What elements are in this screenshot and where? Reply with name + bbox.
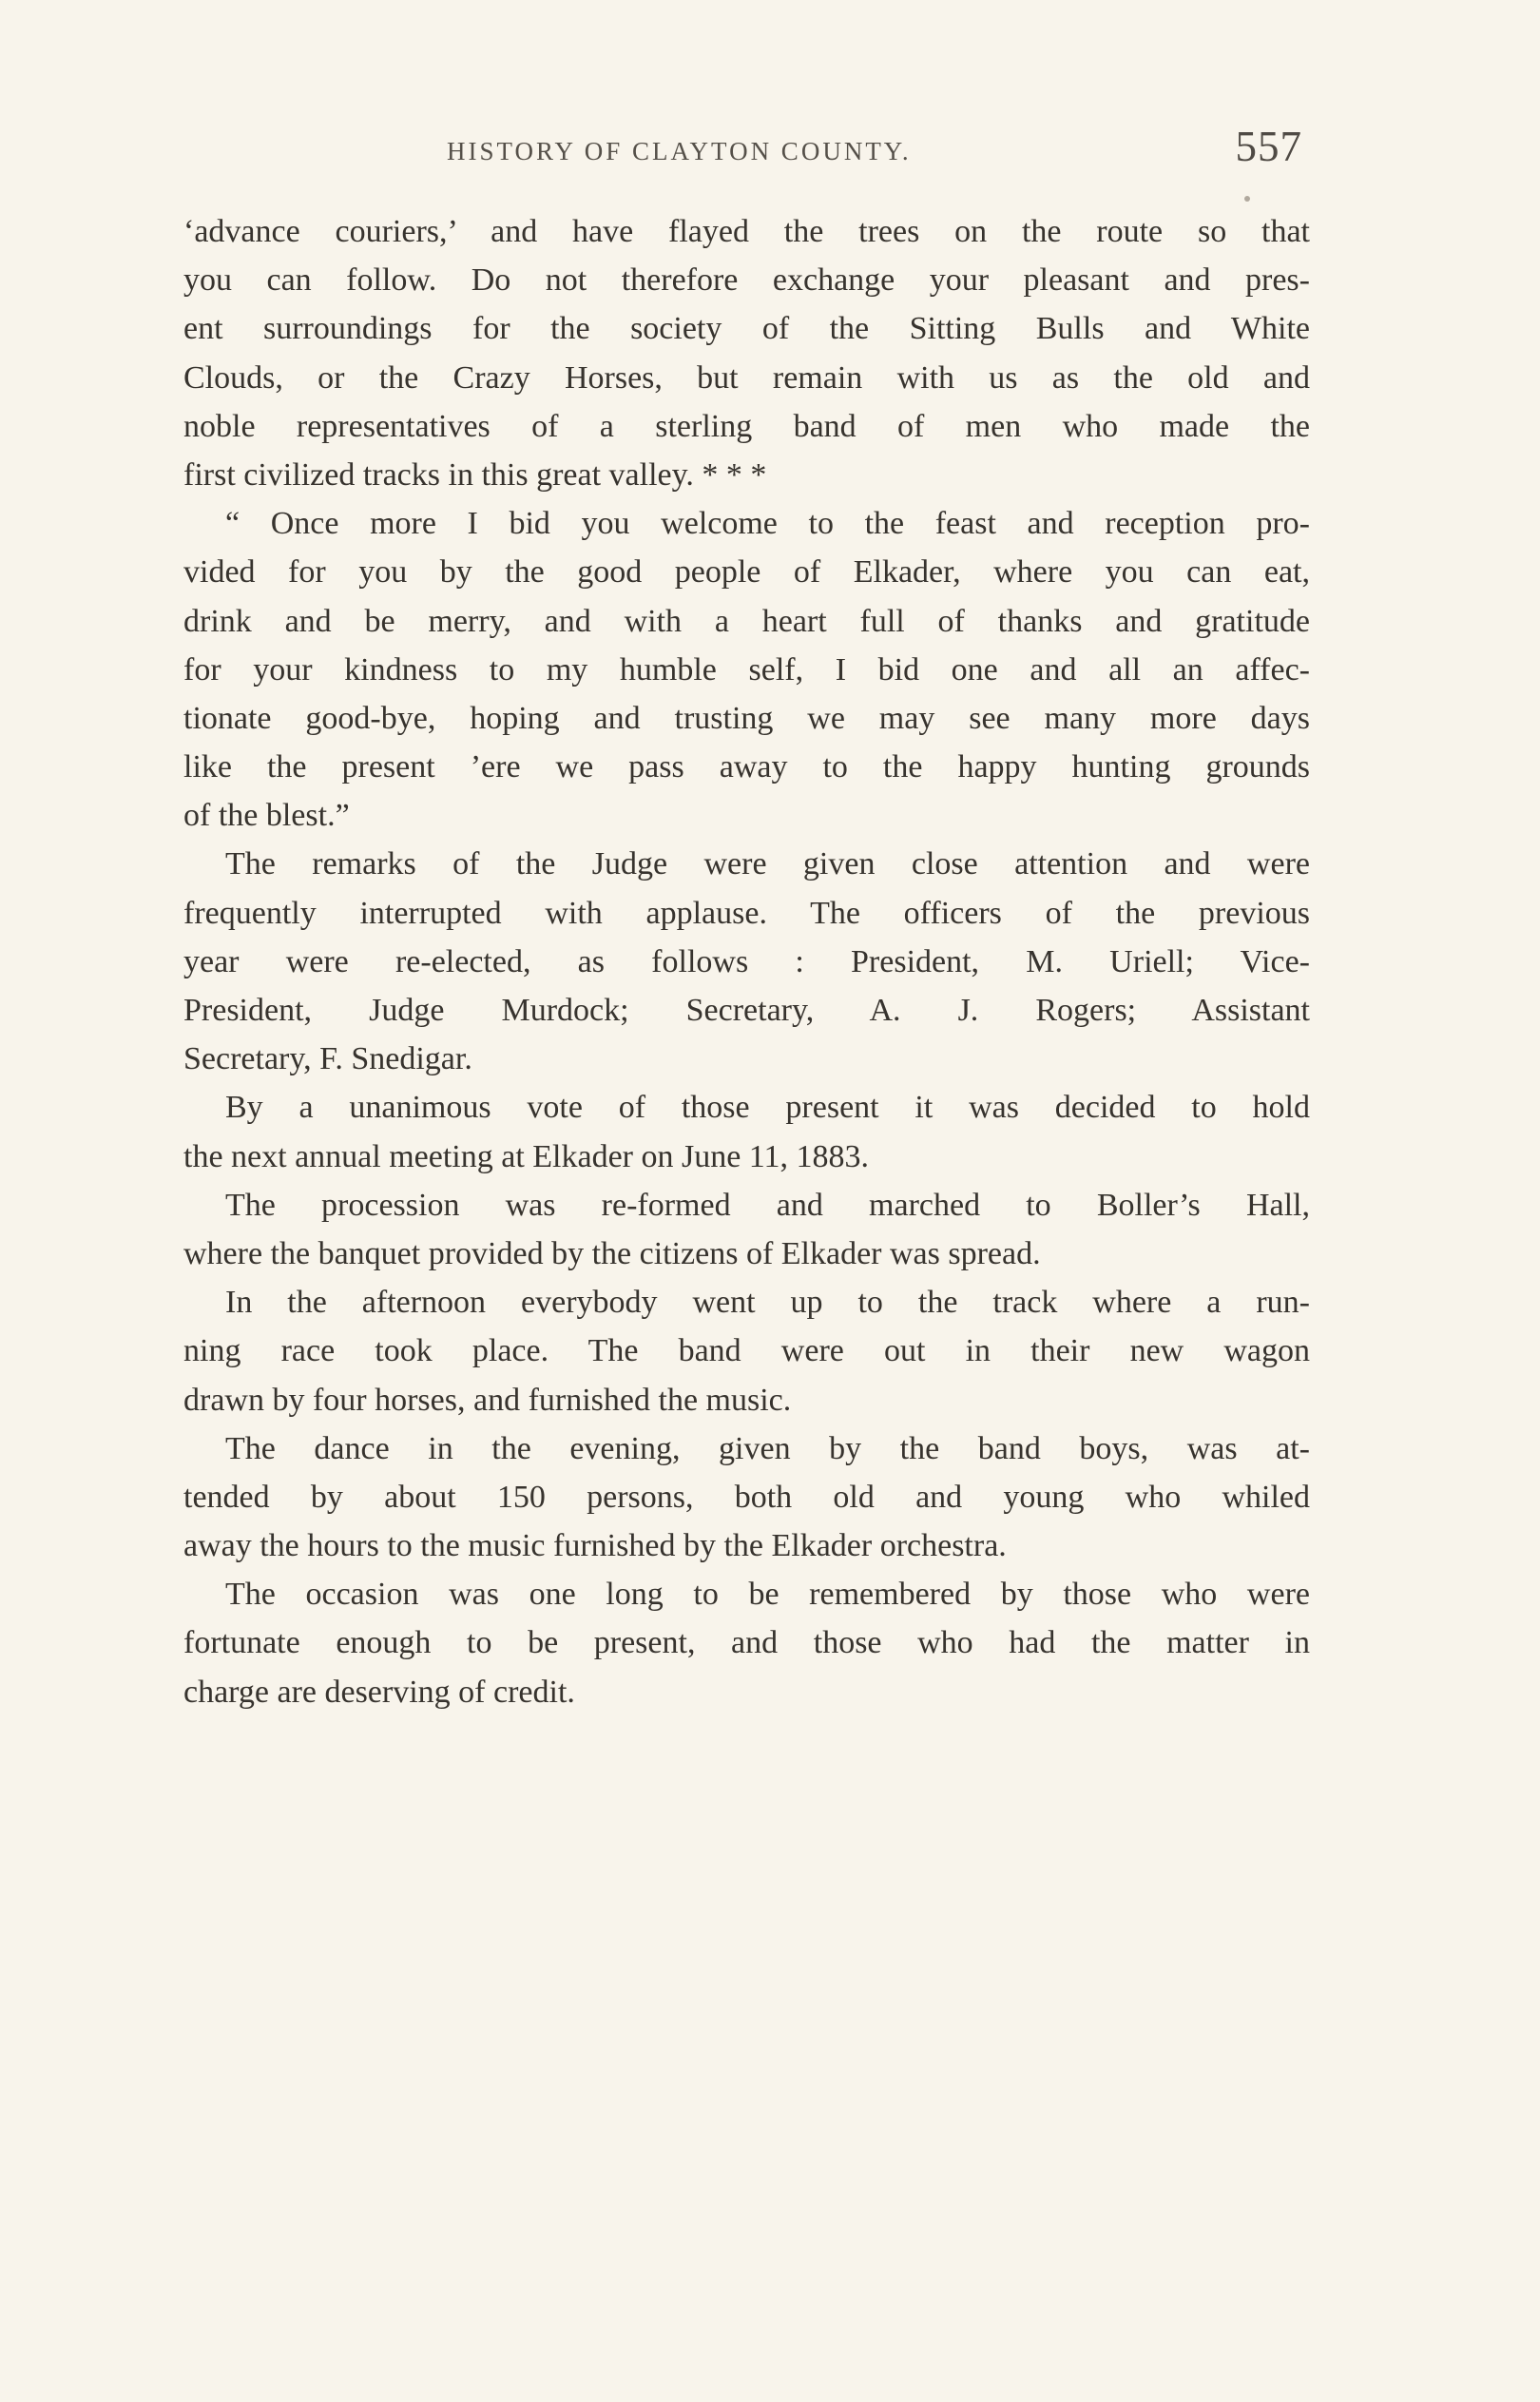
text-line: drawn by four horses, and furnished the music. (183, 1382, 792, 1418)
text-line: ‘advance couriers,’ and have flayed the trees on the route so that (183, 214, 1310, 249)
text-line: The remarks of the Judge were given close attention and were (225, 846, 1310, 882)
text-line: Secretary, F. Snedigar. (183, 1041, 472, 1077)
text-line: tionate good-bye, hoping and trusting we may see many more days (183, 700, 1310, 736)
text-line: In the afternoon everybody went up to the track where a run- (225, 1285, 1310, 1321)
text-line: The occasion was one long to be remembered by those who were (225, 1577, 1310, 1613)
text-line: away the hours to the music furnished by the Elkader orchestra. (183, 1528, 1007, 1564)
text-line: fortunate enough to be present, and those who had the matter in (183, 1625, 1310, 1661)
text-line: The dance in the evening, given by the band boys, was at- (225, 1430, 1310, 1466)
text-line: vided for you by the good people of Elkader, where you can eat, (183, 554, 1310, 591)
body-text (183, 207, 1310, 1716)
text-line: for your kindness to my humble self, I bid one and all an affec- (183, 651, 1310, 688)
text-line: President, Judge Murdock; Secretary, A. J. Rogers; Assistant (183, 993, 1310, 1028)
print-speck (1244, 196, 1250, 202)
text-line: the next annual meeting at Elkader on June 11, 1883. (183, 1138, 870, 1174)
text-line: The procession was re-formed and marched to Boller’s Hall, (225, 1187, 1310, 1223)
text-line: you can follow. Do not therefore exchange your pleasant and pres- (183, 262, 1310, 299)
text-line: tended by about 150 persons, both old and young who whiled (183, 1479, 1310, 1515)
text-line: ning race took place. The band were out in their new wagon (183, 1333, 1310, 1369)
text-line: By a unanimous vote of those present it was decided to hold (225, 1090, 1310, 1126)
text-line: of the blest.” (183, 798, 350, 834)
text-line: “ Once more I bid you welcome to the feast and reception pro- (225, 506, 1310, 542)
text-line: ent surroundings for the society of the Sitting Bulls and White (183, 311, 1310, 347)
text-line: noble representatives of a sterling band of men who made the (183, 408, 1310, 444)
text-line: first civilized tracks in this great valley. * * * (183, 456, 767, 493)
running-title: HISTORY OF CLAYTON COUNTY. (447, 137, 912, 165)
text-line: frequently interrupted with applause. The officers of the previous (183, 895, 1310, 931)
text-line: drink and be merry, and with a heart full of thanks and gratitude (183, 603, 1310, 639)
page-number: 557 (1235, 123, 1302, 170)
text-line: charge are deserving of credit. (183, 1674, 575, 1710)
text-line: Clouds, or the Crazy Horses, but remain with us as the old and (183, 359, 1310, 396)
text-line: where the banquet provided by the citizens of Elkader was spread. (183, 1235, 1041, 1271)
text-line: year were re-elected, as follows : President, M. Uriell; Vice- (183, 943, 1310, 979)
text-line: like the present ’ere we pass away to the happy hunting grounds (183, 749, 1310, 785)
page-header (181, 122, 1302, 179)
